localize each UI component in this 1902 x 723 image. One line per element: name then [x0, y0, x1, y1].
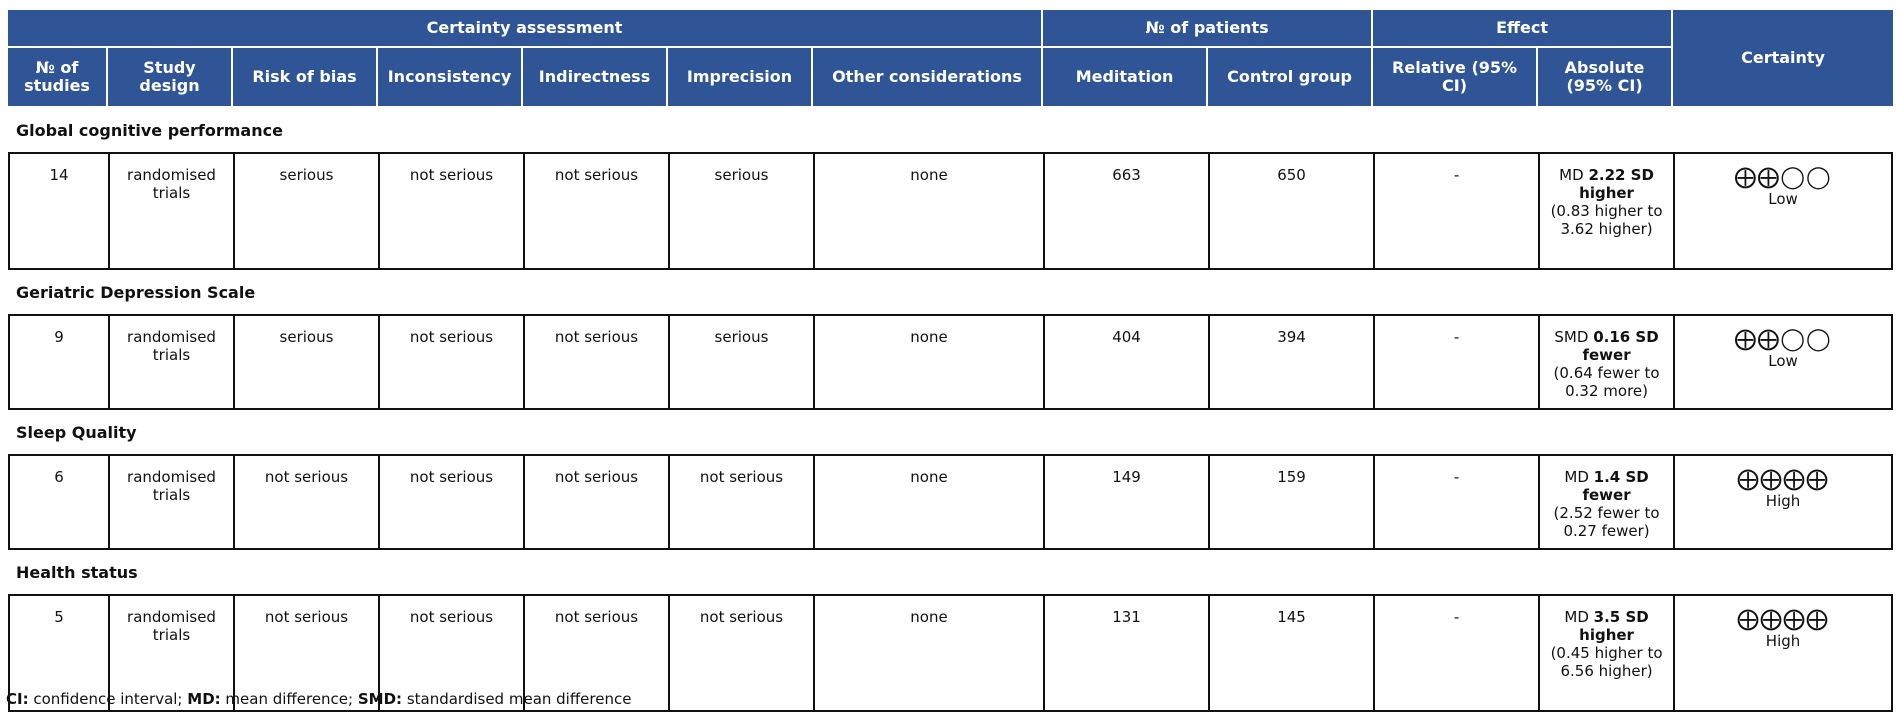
table-row — [8, 314, 1893, 410]
footnote-smd-text: standardised mean difference — [402, 690, 632, 708]
col-other-considerations: Other considerations — [813, 48, 1043, 108]
cell-number-of-studies: 5 — [8, 594, 108, 712]
cell-absolute — [1538, 594, 1673, 712]
cell-absolute — [1538, 454, 1673, 550]
cell-control-group: 159 — [1208, 454, 1373, 550]
certainty-rating-icon: ⨁⨁⨁⨁ — [1737, 607, 1830, 632]
cell-imprecision: serious — [668, 152, 813, 270]
certainty-label: Low — [1768, 352, 1798, 370]
group-effect: Effect — [1373, 10, 1673, 48]
col-inconsistency: Inconsistency — [378, 48, 523, 108]
outcome-title: Health status — [16, 562, 138, 582]
cell-certainty — [1673, 594, 1893, 712]
certainty-rating-icon: ⨁⨁◯◯ — [1734, 327, 1832, 352]
outcome-heading-row — [8, 270, 1893, 314]
cell-imprecision: not serious — [668, 594, 813, 712]
header-column-row — [8, 48, 1893, 108]
col-risk-of-bias: Risk of bias — [233, 48, 378, 108]
cell-number-of-studies: 14 — [8, 152, 108, 270]
cell-imprecision: serious — [668, 314, 813, 410]
cell-number-of-studies: 6 — [8, 454, 108, 550]
absolute-prefix: SMD — [1554, 328, 1589, 346]
footnote-md-text: mean difference; — [220, 690, 358, 708]
cell-other-considerations: none — [813, 314, 1043, 410]
cell-meditation: 149 — [1043, 454, 1208, 550]
cell-study-design: randomised trials — [108, 454, 233, 550]
col-indirectness: Indirectness — [523, 48, 668, 108]
absolute-prefix: MD — [1564, 468, 1589, 486]
col-number-of-studies: № of studies — [8, 48, 108, 108]
cell-indirectness: not serious — [523, 152, 668, 270]
cell-meditation: 131 — [1043, 594, 1208, 712]
cell-risk-of-bias: not serious — [233, 594, 378, 712]
footnote-ci-text: confidence interval; — [28, 690, 188, 708]
table-row — [8, 152, 1893, 270]
cell-other-considerations: none — [813, 152, 1043, 270]
cell-risk-of-bias: serious — [233, 314, 378, 410]
cell-study-design: randomised trials — [108, 594, 233, 712]
cell-control-group: 650 — [1208, 152, 1373, 270]
cell-relative: - — [1373, 454, 1538, 550]
absolute-prefix: MD — [1559, 166, 1584, 184]
col-certainty: Certainty — [1673, 10, 1893, 108]
cell-indirectness: not serious — [523, 594, 668, 712]
absolute-value: 0.16 SD fewer — [1582, 328, 1659, 364]
certainty-label: High — [1765, 492, 1801, 510]
absolute-prefix: MD — [1564, 608, 1589, 626]
col-control-group: Control group — [1208, 48, 1373, 108]
cell-inconsistency: not serious — [378, 594, 523, 712]
outcome-title: Sleep Quality — [16, 422, 137, 442]
cell-indirectness: not serious — [523, 314, 668, 410]
outcome-heading-row — [8, 550, 1893, 594]
cell-absolute — [1538, 314, 1673, 410]
footnote-smd-abbr: SMD: — [357, 690, 403, 708]
header-group-row — [8, 10, 1893, 48]
cell-risk-of-bias: serious — [233, 152, 378, 270]
absolute-value: 1.4 SD fewer — [1582, 468, 1649, 504]
col-meditation: Meditation — [1043, 48, 1208, 108]
outcome-heading-row — [8, 108, 1893, 152]
certainty-label: High — [1765, 632, 1801, 650]
col-study-design: Study design — [108, 48, 233, 108]
cell-inconsistency: not serious — [378, 314, 523, 410]
cell-meditation: 663 — [1043, 152, 1208, 270]
cell-study-design: randomised trials — [108, 314, 233, 410]
table-footnote — [6, 690, 631, 708]
group-number-of-patients: № of patients — [1043, 10, 1373, 48]
outcome-heading-row — [8, 410, 1893, 454]
cell-control-group: 145 — [1208, 594, 1373, 712]
cell-relative: - — [1373, 314, 1538, 410]
absolute-value: 3.5 SD higher — [1579, 608, 1649, 644]
absolute-ci: (0.83 higher to 3.62 higher) — [1550, 202, 1663, 238]
cell-inconsistency: not serious — [378, 152, 523, 270]
absolute-ci: (0.64 fewer to 0.32 more) — [1553, 364, 1660, 400]
cell-certainty — [1673, 152, 1893, 270]
col-imprecision: Imprecision — [668, 48, 813, 108]
absolute-ci: (2.52 fewer to 0.27 fewer) — [1553, 504, 1660, 540]
certainty-label: Low — [1768, 190, 1798, 208]
certainty-rating-icon: ⨁⨁⨁⨁ — [1737, 467, 1830, 492]
cell-meditation: 404 — [1043, 314, 1208, 410]
absolute-ci: (0.45 higher to 6.56 higher) — [1550, 644, 1663, 680]
cell-study-design: randomised trials — [108, 152, 233, 270]
cell-certainty — [1673, 314, 1893, 410]
cell-other-considerations: none — [813, 454, 1043, 550]
certainty-rating-icon: ⨁⨁◯◯ — [1734, 165, 1832, 190]
cell-absolute — [1538, 152, 1673, 270]
absolute-value: 2.22 SD higher — [1579, 166, 1654, 202]
col-absolute: Absolute (95% CI) — [1538, 48, 1673, 108]
outcome-title: Global cognitive performance — [16, 120, 283, 140]
cell-relative: - — [1373, 594, 1538, 712]
grade-evidence-table — [8, 10, 1893, 712]
cell-certainty — [1673, 454, 1893, 550]
outcome-title: Geriatric Depression Scale — [16, 282, 256, 302]
cell-imprecision: not serious — [668, 454, 813, 550]
table-row — [8, 454, 1893, 550]
footnote-ci-abbr: CI: — [6, 690, 29, 708]
cell-risk-of-bias: not serious — [233, 454, 378, 550]
cell-indirectness: not serious — [523, 454, 668, 550]
cell-other-considerations: none — [813, 594, 1043, 712]
group-certainty-assessment: Certainty assessment — [8, 10, 1043, 48]
cell-number-of-studies: 9 — [8, 314, 108, 410]
cell-inconsistency: not serious — [378, 454, 523, 550]
footnote-md-abbr: MD: — [187, 690, 221, 708]
cell-control-group: 394 — [1208, 314, 1373, 410]
col-relative: Relative (95% CI) — [1373, 48, 1538, 108]
cell-relative: - — [1373, 152, 1538, 270]
